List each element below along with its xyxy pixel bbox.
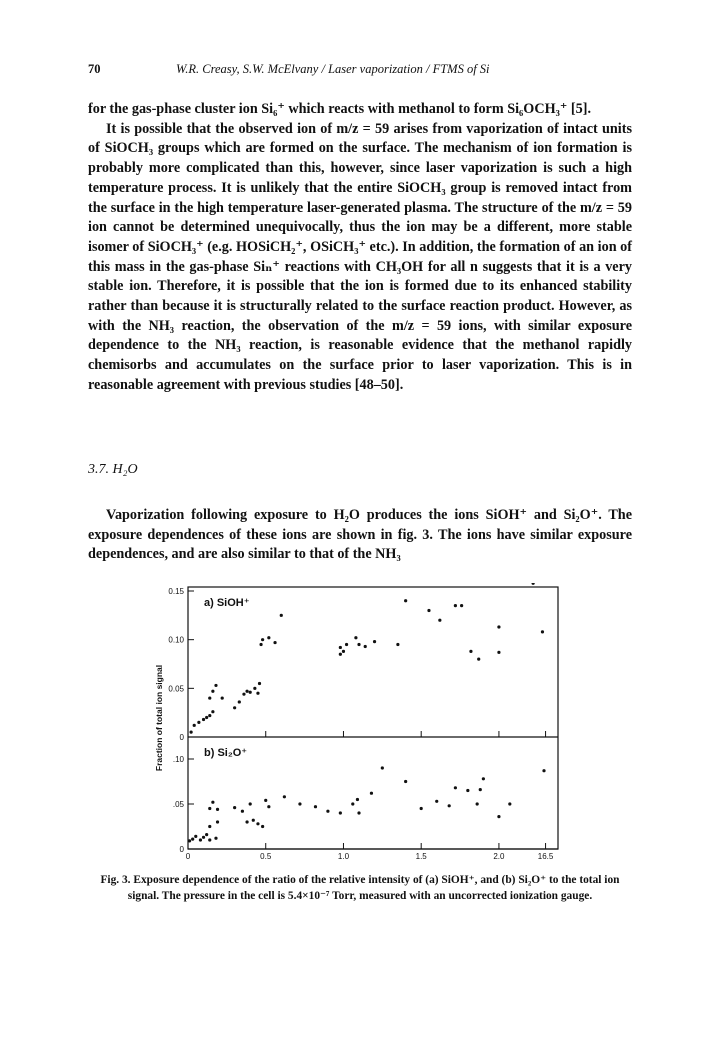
body-text [88,100,632,396]
x-tick-label: 1.0 [337,852,350,861]
data-point [497,625,500,628]
data-point [404,780,407,783]
data-point [208,825,211,828]
data-point [261,638,264,641]
data-point [454,786,457,789]
data-point [420,807,423,810]
data-point [190,731,193,734]
x-tick-label: 0.5 [260,852,272,861]
y-tick-label: .10 [172,755,184,764]
data-point [345,643,348,646]
data-point [267,805,270,808]
data-point [532,583,535,585]
data-point [242,693,245,696]
data-point [298,802,301,805]
figure-caption: Fig. 3. Exposure dependence of the ratio of the relative intensity of (a) SiOH⁺, and (b) Si₂O⁺ to the total ion signal. The pressure in the cell is 5.4×10⁻⁷ Torr, measured with an uncorrected ionization gauge. [100,874,620,902]
y-tick-label: 0 [179,733,184,742]
data-point [497,815,500,818]
data-point [404,599,407,602]
data-point [542,769,545,772]
data-point [208,838,211,841]
y-tick-label: 0.10 [168,635,184,645]
panel-label: b) Si₂O⁺ [204,747,248,759]
page-number: 70 [88,62,101,76]
data-point [245,820,248,823]
data-point [339,646,342,649]
data-point [438,619,441,622]
data-point [314,805,317,808]
data-point [233,806,236,809]
data-point [193,724,196,727]
data-point [256,822,259,825]
x-tick-label: 2.0 [493,852,505,861]
x-tick-label: 1.5 [415,852,427,861]
data-point [541,630,544,633]
data-point [497,651,500,654]
y-tick-label: 0.05 [168,684,184,694]
y-axis-label: Fraction of total ion signal [154,664,164,772]
data-point [197,721,200,724]
data-point [508,802,511,805]
data-point [253,687,256,690]
data-point [469,650,472,653]
data-point [454,604,457,607]
data-point [280,614,283,617]
data-point [259,643,262,646]
data-point [245,690,248,693]
data-point [188,839,191,842]
data-point [216,820,219,823]
data-point [396,643,399,646]
data-point [381,766,384,769]
data-point [482,777,485,780]
panel-label: a) SiOH⁺ [204,597,250,609]
data-point [342,650,345,653]
data-point [460,604,463,607]
x-tick-label: 16.5 [537,852,554,861]
data-point [249,802,252,805]
data-point [267,636,270,639]
figure-3 [150,583,600,866]
data-point [339,811,342,814]
data-point [356,798,359,801]
data-point [326,810,329,813]
data-point [357,811,360,814]
data-point [354,636,357,639]
data-point [214,837,217,840]
scatter-chart [150,583,600,866]
data-point [252,819,255,822]
data-point [205,716,208,719]
data-point [214,684,217,687]
data-point [448,804,451,807]
data-point [351,802,354,805]
data-point [339,653,342,656]
data-point [273,641,276,644]
data-point [211,690,214,693]
data-point [264,799,267,802]
data-point [258,682,261,685]
data-point [216,808,219,811]
data-point [427,609,430,612]
data-point [370,792,373,795]
data-point [477,658,480,661]
data-point [357,643,360,646]
data-point [256,692,259,695]
data-point [199,838,202,841]
data-point [233,706,236,709]
data-point [208,696,211,699]
data-point [202,836,205,839]
data-point [283,795,286,798]
data-point [373,640,376,643]
data-point [211,801,214,804]
x-tick-label: 0 [185,852,191,861]
data-point [435,800,438,803]
paragraph: Vaporization following exposure to H₂O produces the ions SiOH⁺ and Si₂O⁺. The exposure dependences of these ions are shown in fig. 3. The ions have similar exposure dependences, and are also similar to that of the NH₃ [88,507,632,563]
data-point [249,691,252,694]
data-point [238,700,241,703]
plot-frame [188,587,558,849]
data-point [202,718,205,721]
data-point [479,788,482,791]
data-point [194,835,197,838]
section-heading: 3.7. H₂O [88,462,138,477]
paragraph: It is possible that the observed ion of m/z = 59 arises from vaporization of intact units of SiOCH₃ groups which are formed on the surface. The mechanism of ion formation is probably more complicated than this, however, since laser vaporization is such a high temperature process. It is unlikely that the entire SiOCH₃ group is removed intact from the surface in the high temperature laser-generated plasma. The structure of the m/z = 59 ion cannot be determined unequivocally, thus the ion may be a different, more stable isomer of SiOCH₃⁺ (e.g. HOSiCH₂⁺, OSiCH₃⁺ etc.). In addition, the formation of an ion of this mass in the gas-phase Siₙ⁺ reactions with CH₃OH for all n suggests that it is a very stable ion. Therefore, it is possible that the ion is formed due to its enhanced stability rather than because it is structurally related to the surface reaction product. However, as with the NH₃ reaction, the observation of the m/z = 59 ions, with similar exposure dependence to the NH₃ reaction, is reasonable evidence that the methanol rapidly chemisorbs and accumulates on the surface prior to laser vaporization. This is in reasonable agreement with previous studies [48–50]. [88,120,632,393]
data-point [208,714,211,717]
data-point [208,807,211,810]
y-tick-label: 0.15 [168,587,184,596]
data-point [221,696,224,699]
data-point [261,825,264,828]
data-point [191,838,194,841]
y-tick-label: .05 [172,800,184,809]
paragraph-lead: for the gas-phase cluster ion Si₆⁺ which reacts with methanol to form Si₆OCH₃⁺ [5]. [88,101,591,117]
running-head: W.R. Creasy, S.W. McElvany / Laser vaporization / FTMS of Si [176,62,490,76]
data-point [476,802,479,805]
data-point [466,789,469,792]
data-point [241,810,244,813]
data-point [205,833,208,836]
data-point [211,710,214,713]
y-tick-label: 0 [179,845,184,854]
data-point [364,645,367,648]
